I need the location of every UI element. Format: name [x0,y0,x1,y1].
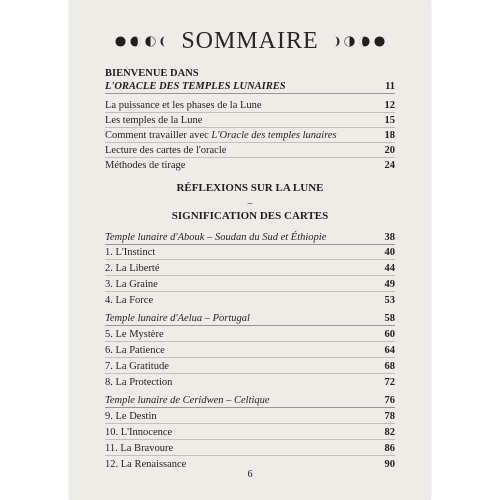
book-page [69,0,431,500]
toc-entry[interactable]: 11. La Bravoure 86 [105,443,395,454]
half-moon-icon [344,36,355,47]
toc-entry[interactable]: 5. Le Mystère 60 [105,329,395,340]
section-divider: – [247,198,253,209]
toc-entry[interactable]: Comment travailler avec L'Oracle des temples lunaires 18 [105,130,395,141]
toc-entry[interactable]: 12. La Renaissance 90 [105,459,395,470]
toc-entry[interactable]: 1. L'Instinct 40 [105,247,395,258]
full-moon-icon [374,36,385,47]
intro-heading-line2[interactable]: L'ORACLE DES TEMPLES LUNAIRES 11 [105,81,395,92]
moon-phases-right [329,36,385,47]
waxing-gibbous-icon [359,36,370,47]
toc-entry[interactable]: Méthodes de tirage 24 [105,160,395,171]
toc-entry[interactable]: 4. La Force 53 [105,295,395,306]
toc-entry[interactable]: 7. La Gratitude 68 [105,361,395,372]
half-moon-icon [145,36,156,47]
toc-entry[interactable]: 8. La Protection 72 [105,377,395,388]
header [69,28,431,54]
temple-heading[interactable]: Temple lunaire d'Abouk – Soudan du Sud et Éthiopie 38 [105,232,395,243]
waning-gibbous-icon [130,36,141,47]
toc-entry[interactable]: 3. La Graine 49 [105,279,395,290]
toc-entry[interactable]: La puissance et les phases de la Lune 12 [105,100,395,111]
section-heading-reflexions[interactable]: RÉFLEXIONS SUR LA LUNE [176,182,324,194]
moon-phases-left [115,36,171,47]
temple-heading[interactable]: Temple lunaire d'Aelua – Portugal 58 [105,313,395,324]
toc-entry[interactable]: Lecture des cartes de l'oracle 20 [105,145,395,156]
crescent-icon [160,36,171,47]
temple-heading[interactable]: Temple lunaire de Ceridwen – Celtique 76 [105,395,395,406]
toc-entry[interactable]: 2. La Liberté 44 [105,263,395,274]
intro-heading-line1: BIENVENUE DANS [105,68,199,79]
page-number: 6 [247,469,253,480]
toc-entry[interactable]: Les temples de la Lune 15 [105,115,395,126]
toc-entry[interactable]: 6. La Patience 64 [105,345,395,356]
page-title: SOMMAIRE [181,28,319,54]
toc-entry[interactable]: 9. Le Destin 78 [105,411,395,422]
full-moon-icon [115,36,126,47]
toc-entry[interactable]: 10. L'Innocence 82 [105,427,395,438]
section-heading-signification[interactable]: SIGNIFICATION DES CARTES [171,210,329,222]
crescent-icon [329,36,340,47]
